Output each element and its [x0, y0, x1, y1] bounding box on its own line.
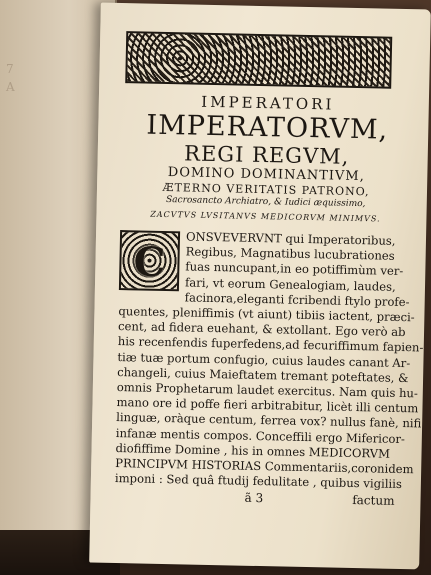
title-line-6: Sacrosancto Archiatro, & Iudici æquissimo, — [165, 195, 366, 210]
body-line: cent, ad fidera euehant, & extollant. Ego verò ab — [117, 319, 406, 340]
catchword: factum — [352, 493, 395, 509]
body-line: diofiffime Domine , his in omnes MEDICORVM — [115, 440, 391, 461]
body-line: linguæ, oràque centum, ferrea vox? nullus fanè, nifi — [116, 410, 422, 431]
body-line: infanæ mentis compos. Conceffili ergo Mifericor- — [115, 425, 406, 446]
title-line-5: ÆTERNO VERITATIS PATRONO, — [162, 180, 370, 199]
body-line: Regibus, Magnatibus lucubrationes — [185, 244, 395, 264]
title-line-3: REGI REGVM, — [183, 141, 350, 169]
title-line-2: IMPERATORVM, — [146, 109, 389, 146]
signature-mark: ã 3 — [244, 491, 264, 506]
title-line-4: DOMINO DOMINANTIVM, — [167, 165, 365, 185]
dedication-title — [120, 91, 413, 226]
body-line: facinora,eleganti fcribendi ftylo profe- — [184, 290, 410, 309]
right-page — [89, 3, 431, 570]
page-content — [114, 31, 424, 512]
body-line: ONSVEVERVNT qui Imperatoribus, — [185, 229, 396, 248]
title-line-1: IMPERATORI — [201, 92, 335, 114]
page-footer — [114, 488, 404, 512]
body-line: quentes, pleniffimis (vt aiunt) tibiis iactent, præci- — [118, 304, 415, 325]
body-line: tiæ tuæ portum confugio, cuius laudes canant Ar- — [117, 349, 411, 370]
body-line: his recenfendis fuperfedens,ad fecuriffimum fapien- — [117, 334, 424, 355]
body-line: changeli, cuius Maieftatem tremant poteftates, & — [117, 364, 409, 385]
body-line: fuas nuncupant,in eo potiffimùm ver- — [185, 259, 404, 279]
dropcap-letter: C — [133, 238, 166, 287]
body-line: omnis Prophetarum laudet exercitus. Nam quis hu- — [116, 380, 419, 401]
body-line: mano ore id poffe fieri arbitrabitur, licèt illi centum — [116, 395, 419, 416]
ornamental-headpiece — [125, 31, 392, 89]
body-line: PRINCIPVM HISTORIAS Commentariis,coronidem — [115, 456, 414, 477]
ornamental-dropcap — [119, 230, 180, 291]
body-line: imponi : Sed quâ ftudij fedulitate , quibus vigiliis — [114, 471, 402, 492]
author-line: ZACVTVS LVSITANVS MEDICORVM MINIMVS. — [150, 209, 381, 224]
body-text — [114, 228, 424, 492]
body-line: fari, vt eorum Genealogiam, laudes, — [184, 275, 396, 294]
left-page-bleed-text: 7 A — [6, 62, 15, 94]
